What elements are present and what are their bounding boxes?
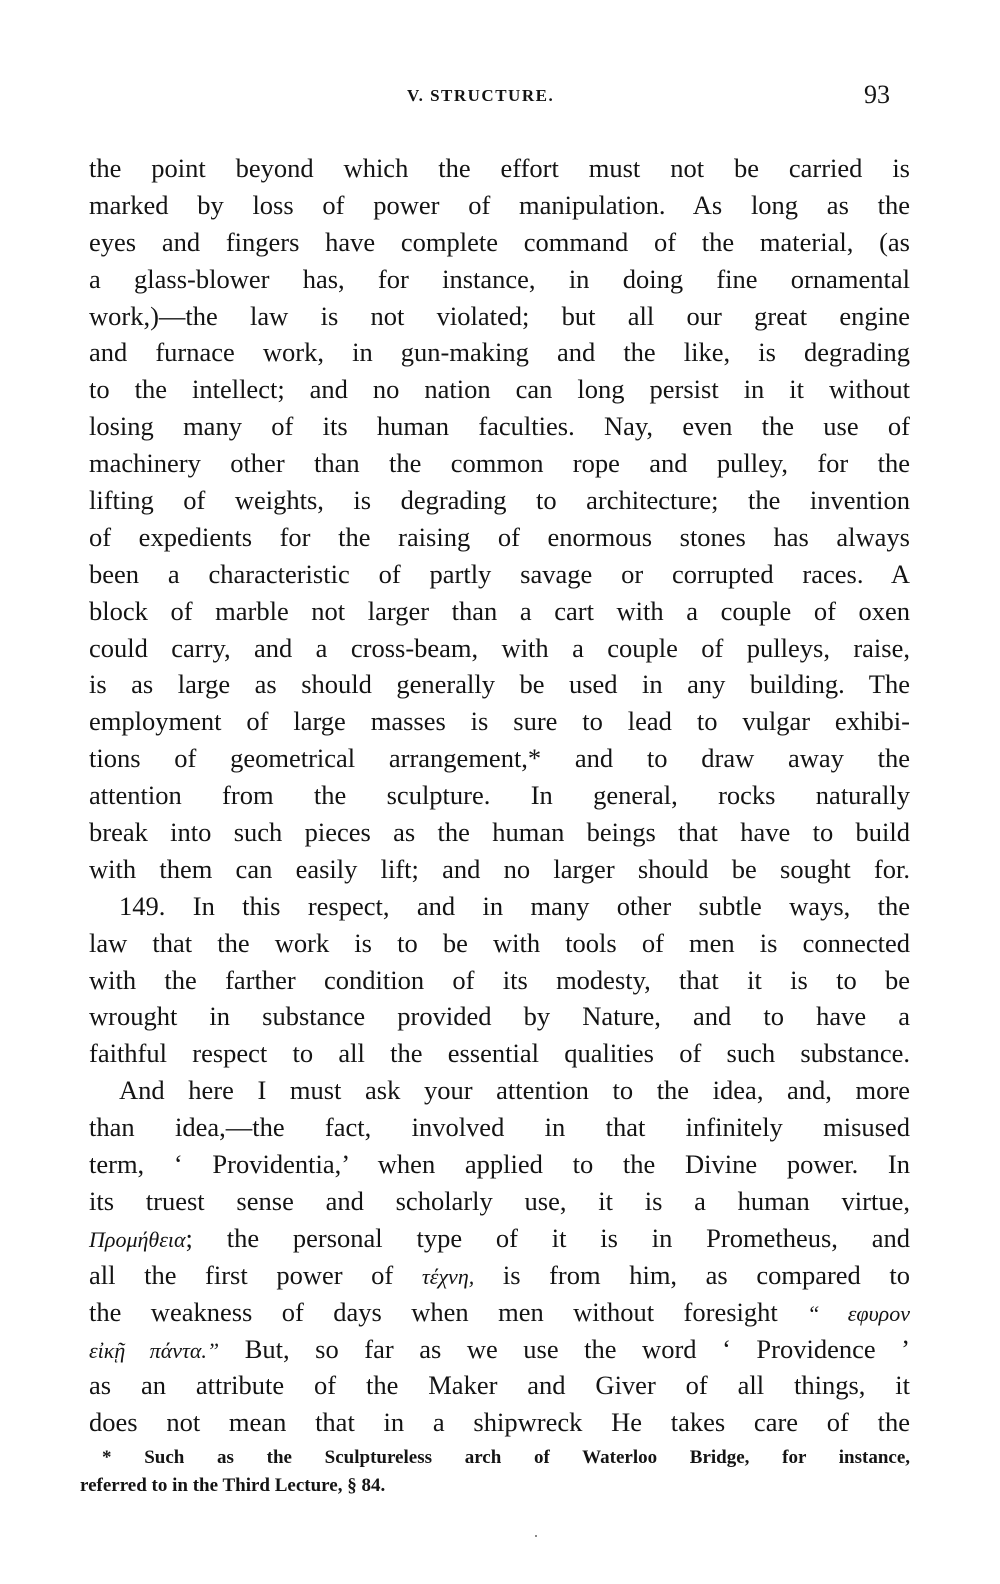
text-line: attention from the sculpture. In general, rocks naturally xyxy=(89,780,910,811)
text-line: to the intellect; and no nation can long persist in it without xyxy=(89,374,910,405)
text-fragment: all the first power of xyxy=(89,1259,394,1290)
footnote-line: * Such as the Sculptureless arch of Waterloo Bridge, for instance, xyxy=(102,1447,910,1468)
text-line xyxy=(89,1257,910,1294)
greek-word-techne: τέχνη, xyxy=(421,1263,475,1289)
running-header xyxy=(0,82,1000,112)
text-fragment: But, so far as we use the word ‘ Providence ’ xyxy=(244,1333,911,1364)
text-line: does not mean that in a shipwreck He takes care of the xyxy=(89,1407,910,1438)
text-line: with the farther condition of its modesty, that it is to be xyxy=(89,964,910,995)
text-line: of expedients for the raising of enormous stones has always xyxy=(89,521,910,552)
text-line: marked by loss of power of manipulation. As long as the xyxy=(89,189,910,220)
text-line: could carry, and a cross-beam, with a couple of pulleys, raise, xyxy=(89,632,910,663)
greek-quote-end: εἰκῇ πάντα.” xyxy=(89,1337,220,1363)
text-line xyxy=(89,1294,910,1331)
page-number: 93 xyxy=(864,80,890,109)
text-line: work,)—the law is not violated; but all our great engine xyxy=(89,300,910,331)
text-line xyxy=(89,1331,910,1368)
text-line: faithful respect to all the essential qualities of such substance. xyxy=(89,1038,910,1069)
running-title: V. STRUCTURE. xyxy=(407,86,555,105)
greek-word-prometheia: Προμήθεια xyxy=(89,1226,186,1252)
paragraph-149-start: 149. In this respect, and in many other subtle ways, the xyxy=(119,890,910,921)
body-text xyxy=(89,150,910,1441)
text-line: with them can easily lift; and no larger should be sought for. xyxy=(89,853,910,884)
footnote xyxy=(80,1444,910,1500)
text-line: wrought in substance provided by Nature, and to have a xyxy=(89,1001,910,1032)
text-line: been a characteristic of partly savage or corrupted races. A xyxy=(89,558,910,589)
text-line: tions of geometrical arrangement,* and to draw away the xyxy=(89,743,910,774)
text-line: machinery other than the common rope and pulley, for the xyxy=(89,448,910,479)
text-line: eyes and fingers have complete command of the material, (as xyxy=(89,226,910,257)
text-line: break into such pieces as the human beings that have to build xyxy=(89,817,910,848)
text-line: as an attribute of the Maker and Giver of all things, it xyxy=(89,1370,910,1401)
text-fragment: ; the personal type of it is in Prometheus, and xyxy=(185,1222,910,1253)
text-line: the point beyond which the effort must not be carried is xyxy=(89,153,910,183)
greek-quote-start: “ εφυρον xyxy=(807,1300,911,1326)
text-fragment: the weakness of days when men without foresight xyxy=(89,1296,778,1327)
footnote-line: referred to in the Third Lecture, § 84. xyxy=(80,1475,386,1496)
scan-speck xyxy=(535,1535,537,1537)
paragraph-start: And here I must ask your attention to the idea, and, more xyxy=(119,1075,910,1106)
text-line: a glass-blower has, for instance, in doing fine ornamental xyxy=(89,263,910,294)
text-line: term, ‘ Providentia,’ when applied to the Divine power. In xyxy=(89,1149,910,1180)
text-line: lifting of weights, is degrading to architecture; the invention xyxy=(89,485,910,516)
text-line xyxy=(89,1220,910,1257)
text-line: law that the work is to be with tools of men is connected xyxy=(89,927,910,958)
text-line: block of marble not larger than a cart with a couple of oxen xyxy=(89,595,910,626)
text-fragment: is from him, as compared to xyxy=(502,1259,910,1290)
text-line: employment of large masses is sure to lead to vulgar exhibi- xyxy=(89,706,910,737)
text-line: than idea,—the fact, involved in that infinitely misused xyxy=(89,1112,910,1143)
text-line: and furnace work, in gun-making and the like, is degrading xyxy=(89,337,910,368)
text-line: is as large as should generally be used in any building. The xyxy=(89,669,910,700)
text-line: its truest sense and scholarly use, it is a human virtue, xyxy=(89,1185,910,1216)
text-line: losing many of its human faculties. Nay, even the use of xyxy=(89,411,910,442)
